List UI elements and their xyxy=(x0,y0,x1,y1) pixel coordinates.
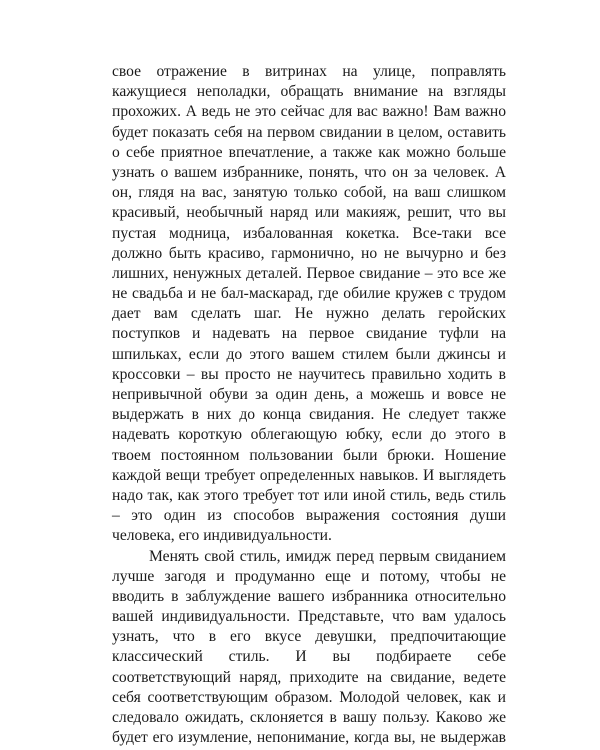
text-line: свое отражение в витринах на улице, поправлять xyxy=(112,63,506,80)
text-line: шпильках, если до этого вашем стилем были джинсы и xyxy=(112,345,506,363)
text-line: о себе приятное впечатление, а также как можно больше xyxy=(112,143,506,161)
text-line: кроссовки – вы просто не научитесь правильно ходить в xyxy=(112,365,506,383)
text-line: будет показать себя на первом свидании в целом, оставить xyxy=(112,123,506,141)
text-line: вашей индивидуальности. Представьте, что вам удалось xyxy=(112,608,506,626)
text-line: он, глядя на вас, занятую только собой, на ваш слишком xyxy=(112,184,506,202)
text-line: соответствующий наряд, приходите на свидание, ведете xyxy=(112,668,506,686)
text-line: красивый, необычный наряд или макияж, решит, что вы xyxy=(112,204,506,222)
text-line: каждой вещи требует определенных навыков. И выглядеть xyxy=(112,466,506,484)
text-line: лишних, ненужных деталей. Первое свидание – это все же xyxy=(112,264,506,282)
text-line: непривычной обуви за один день, а можешь и вовсе не xyxy=(112,386,506,403)
text-line: надо так, как этого требует тот или иной стиль, ведь стиль xyxy=(112,486,506,504)
text-line: лучше загодя и продуманно еще и потому, чтобы не xyxy=(112,567,506,585)
text-line: поступков и надевать на первое свидание туфли на xyxy=(112,325,506,343)
text-line: человека, его индивидуальности. xyxy=(112,527,332,545)
body-text xyxy=(112,62,506,748)
text-line: – это один из способов выражения состояния души xyxy=(112,507,506,525)
text-line: узнать, что в его вкусе девушки, предпочитающие xyxy=(112,628,506,646)
text-line: твоем постоянном пользовании были брюки. Ношение xyxy=(112,446,506,464)
text-line: должно быть красиво, гармонично, но не вычурно и без xyxy=(112,244,506,262)
text-line: выдержать в них до конца свидания. Не следует также xyxy=(112,406,506,424)
text-line: вводить в заблуждение вашего избранника относительно xyxy=(112,587,506,605)
text-line: прохожих. А ведь не это сейчас для вас важно! Вам важно xyxy=(112,103,506,121)
text-line: кажущиеся неполадки, обращать внимание на взгляды xyxy=(112,83,506,101)
text-line: не свадьба и не бал-маскарад, где обилие кружев с трудом xyxy=(112,285,506,303)
text-line: надевать короткую облегающую юбку, если до этого в xyxy=(112,426,506,444)
text-line: Менять свой стиль, имидж перед первым свиданием xyxy=(149,547,506,565)
text-line: будет его изумление, непонимание, когда вы, не выдержав xyxy=(112,729,506,747)
text-line: пустая модница, избалованная кокетка. Все-таки все xyxy=(112,224,506,242)
text-line: себя соответствующим образом. Молодой человек, как и xyxy=(112,688,506,706)
text-line: узнать о вашем избраннике, понять, что он за человек. А xyxy=(112,163,506,181)
text-line: классический стиль. И вы подбираете себе xyxy=(112,648,506,666)
text-line: дает вам сделать шаг. Не нужно делать геройских xyxy=(112,305,506,323)
text-line: следовало ожидать, склоняется в вашу пользу. Каково же xyxy=(112,709,506,726)
